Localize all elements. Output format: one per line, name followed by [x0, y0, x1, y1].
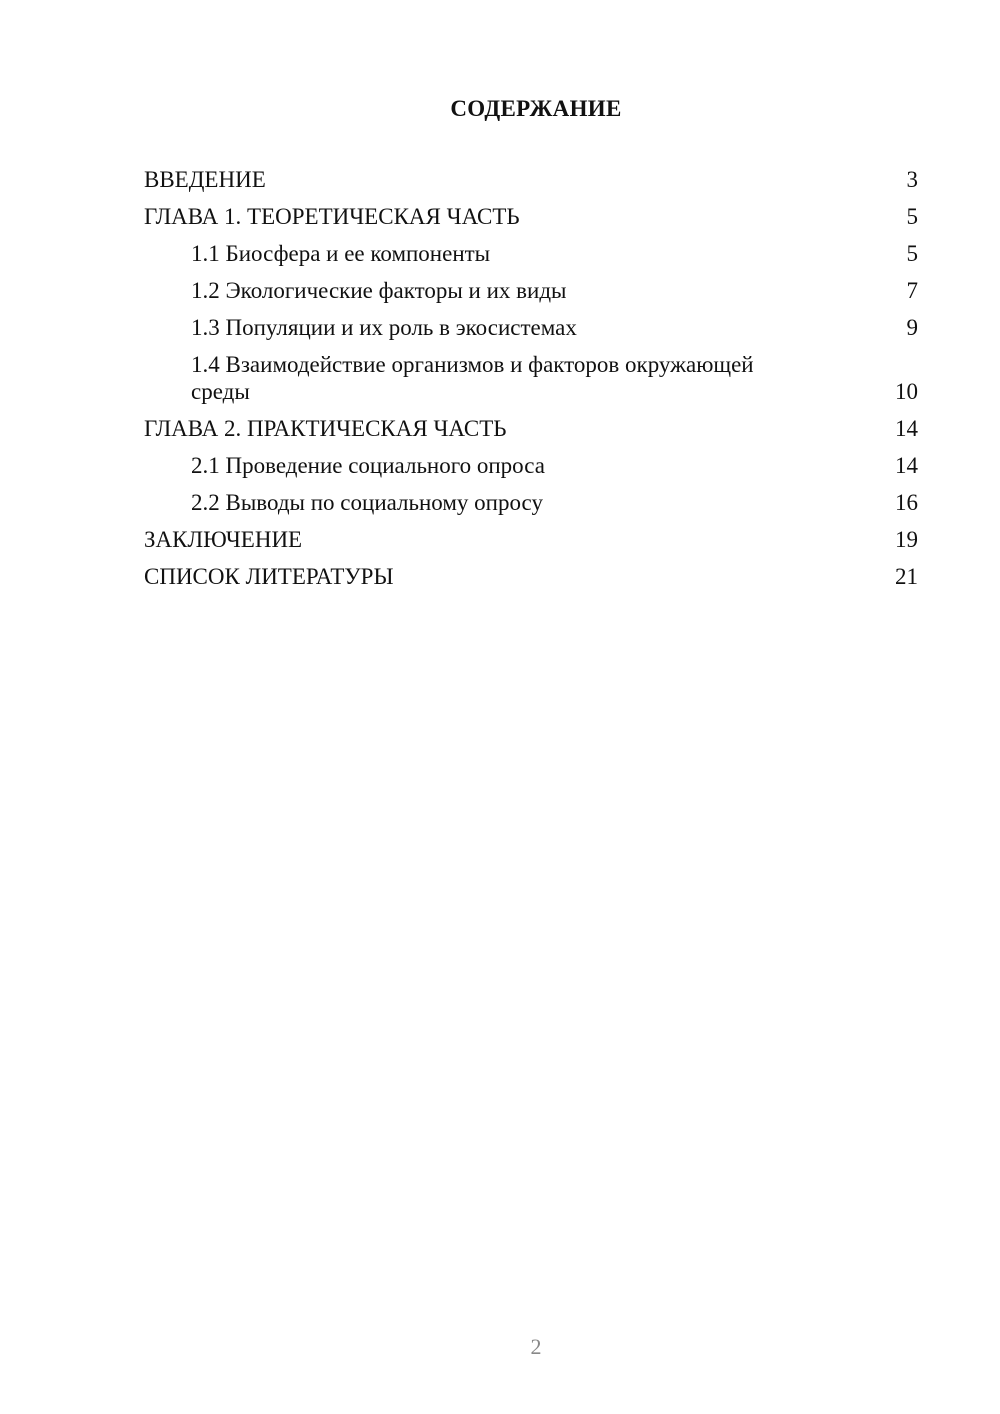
toc-entry-text: 1.2 Экологические факторы и их виды [191, 278, 567, 303]
toc-entry-page: 5 [906, 241, 918, 266]
toc-entry-text: 1.1 Биосфера и ее компоненты [191, 241, 491, 266]
toc-entry-text: 2.1 Проведение социального опроса [191, 453, 545, 478]
toc-entry-chapter-1[interactable] [144, 203, 918, 230]
toc-entry-text: ВВЕДЕНИЕ [144, 167, 266, 192]
toc-entry-section-1-1[interactable] [144, 240, 918, 267]
toc-entry-text: СПИСОК ЛИТЕРАТУРЫ [144, 564, 394, 589]
toc-entry-section-2-2[interactable] [144, 489, 918, 516]
toc-entry-page: 9 [906, 315, 918, 340]
toc-entry-section-1-4[interactable] [144, 351, 918, 405]
toc-entry-page: 10 [895, 379, 918, 404]
toc-entry-introduction[interactable] [144, 166, 918, 193]
page-title: СОДЕРЖАНИЕ [450, 96, 622, 121]
toc-entry-page: 3 [906, 167, 918, 192]
toc-entry-text: ЗАКЛЮЧЕНИЕ [144, 527, 303, 552]
toc-entry-text: ГЛАВА 1. ТЕОРЕТИЧЕСКАЯ ЧАСТЬ [144, 204, 520, 229]
toc-entry-section-2-1[interactable] [144, 452, 918, 479]
toc-entry-section-1-3[interactable] [144, 314, 918, 341]
toc-entry-page: 5 [906, 204, 918, 229]
toc-entry-page: 14 [895, 453, 918, 478]
toc-entry-page: 19 [895, 527, 918, 552]
toc-entry-text: 1.4 Взаимодействие организмов и факторов окружающей среды [191, 352, 754, 404]
page-number: 2 [530, 1334, 542, 1359]
toc-entry-conclusion[interactable] [144, 526, 918, 553]
toc-entry-page: 14 [895, 416, 918, 441]
toc-entry-page: 7 [906, 278, 918, 303]
toc-entry-page: 21 [895, 564, 918, 589]
toc-entry-text: 1.3 Популяции и их роль в экосистемах [191, 315, 577, 340]
toc-entry-bibliography[interactable] [144, 563, 918, 590]
toc-entry-section-1-2[interactable] [144, 277, 918, 304]
toc-entry-chapter-2[interactable] [144, 415, 918, 442]
table-of-contents [144, 166, 918, 600]
toc-entry-text: 2.2 Выводы по социальному опросу [191, 490, 543, 515]
toc-entry-page: 16 [895, 490, 918, 515]
toc-entry-text: ГЛАВА 2. ПРАКТИЧЕСКАЯ ЧАСТЬ [144, 416, 507, 441]
